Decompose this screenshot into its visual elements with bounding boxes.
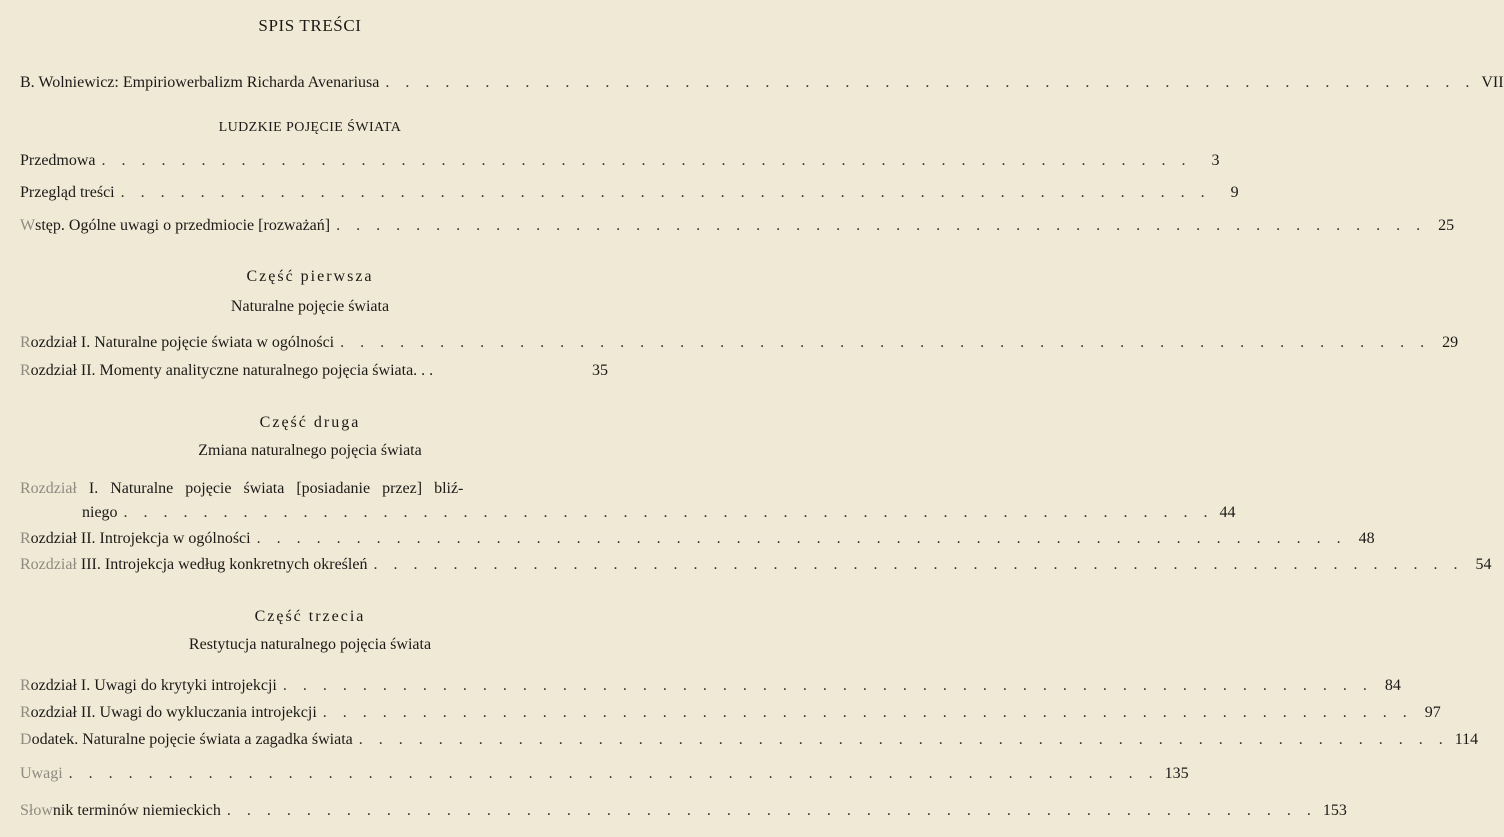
faded-text: R	[20, 704, 31, 721]
dot-leader: . . . . . . . . . . . . . . . . . . . . . . . . . . . . . . . . . . . . . . . . . . . . . . . . . . . . . . .	[336, 217, 1427, 234]
entry-page: 44	[1219, 504, 1236, 521]
entry-page: 54	[1475, 556, 1492, 573]
dot-leader: . . . . . . . . . . . . . . . . . . . . . . . . . . . . . . . . . . . . . . . . . . . . . . . . . . . . . . .	[120, 184, 1211, 201]
entry-page: 29	[1442, 334, 1459, 351]
faded-text: R	[20, 530, 31, 547]
faded-text: R	[20, 677, 31, 694]
faded-text: Rozdział	[20, 480, 77, 497]
part1-label: Część pierwsza	[246, 268, 374, 285]
entry-text	[20, 677, 277, 695]
dot-leader: . . . . . . . . . . . . . . . . . . . . . . . . . . . . . . . . . . . . . . . . . . . . . . . . . . . . . . .	[322, 704, 1413, 721]
entry-page: 35	[592, 362, 608, 379]
entry-text	[20, 362, 433, 380]
entry-text	[20, 731, 353, 749]
entry-text-rest: ozdział I. Uwagi do krytyki introjekcji	[30, 677, 277, 694]
dot-leader: . . . . . . . . . . . . . . . . . . . . . . . . . . . . . . . . . . . . . . . . . . . . . . . . . . . . . . .	[340, 334, 1431, 351]
toc-entry-part1-ch1[interactable]	[20, 334, 1459, 352]
page-title: SPIS TREŚCI	[258, 16, 362, 35]
toc-entry-intro[interactable]	[20, 74, 1504, 92]
entry-text-rest: I. Naturalne pojęcie świata [posiadanie przez] bliź-	[88, 480, 464, 497]
part3-label: Część trzecia	[254, 608, 366, 625]
entry-page: 9	[1230, 184, 1239, 201]
entry-page: 153	[1322, 802, 1347, 819]
entry-text: niego	[82, 504, 118, 521]
entry-page: 135	[1164, 765, 1189, 782]
part1-subtitle: Naturalne pojęcie świata	[230, 298, 390, 315]
entry-page: 114	[1454, 731, 1479, 748]
dot-leader: . . . . . . . . . . . . . . . . . . . . . . . . . . . . . . . . . . . . . . . . . . . . . . . . . . . . . . .	[68, 765, 1159, 782]
toc-entry-przedmowa[interactable]	[20, 152, 1220, 170]
toc-entry-przeglad[interactable]	[20, 184, 1239, 202]
dot-leader: . . . . . . . . . . . . . . . . . . . . . . . . . . . . . . . . . . . . . . . . . . . . . . . . . . . . . . .	[123, 504, 1214, 521]
faded-text: W	[20, 217, 36, 234]
entry-text-rest: stęp. Ogólne uwagi o przedmiocie [rozważań]	[35, 217, 331, 234]
faded-text: R	[20, 334, 31, 351]
toc-entry-part2-ch3[interactable]	[20, 556, 1492, 574]
toc-entry-part3-ch1[interactable]	[20, 677, 1401, 695]
entry-text	[20, 334, 334, 352]
faded-text: Słow	[20, 802, 53, 819]
dot-leader: . . . . . . . . . . . . . . . . . . . . . . . . . . . . . . . . . . . . . . . . . . . . . . . . . . . . . . .	[373, 556, 1464, 573]
entry-page: 48	[1358, 530, 1375, 547]
faded-text: Rozdział	[20, 556, 77, 573]
entry-text: Przegląd treści	[20, 184, 115, 201]
toc-entry-slownik[interactable]	[20, 802, 1347, 820]
entry-text	[20, 530, 251, 548]
toc-entry-part2-ch2[interactable]	[20, 530, 1375, 548]
entry-text	[20, 765, 63, 783]
entry-page: 97	[1424, 704, 1441, 721]
entry-page: VII	[1481, 74, 1504, 91]
entry-text-rest: ozdział II. Uwagi do wykluczania introjekcji	[30, 704, 317, 721]
entry-text	[20, 802, 221, 820]
entry-page: 3	[1211, 152, 1220, 169]
entry-text-rest: ozdział I. Naturalne pojęcie świata w ogólności	[30, 334, 335, 351]
entry-text	[20, 556, 367, 574]
entry-text: B. Wolniewicz: Empiriowerbalizm Richarda Avenariusa	[20, 74, 380, 91]
toc-entry-wstep[interactable]	[20, 217, 1455, 235]
part2-subtitle: Zmiana naturalnego pojęcia świata	[198, 442, 422, 459]
entry-line1	[20, 480, 608, 498]
toc-entry-dodatek[interactable]	[20, 731, 1479, 749]
toc-entry-part3-ch2[interactable]	[20, 704, 1441, 722]
dot-leader: . . . . . . . . . . . . . . . . . . . . . . . . . . . . . . . . . . . . . . . . . . . . . . . . . . . . . . .	[282, 677, 1373, 694]
entry-page: 84	[1384, 677, 1401, 694]
entry-text-rest: odatek. Naturalne pojęcie świata a zagadka świata	[31, 731, 353, 748]
toc-entry-part2-ch1[interactable]	[20, 480, 1236, 522]
entry-text: Przedmowa	[20, 152, 96, 169]
entry-text-rest: III. Introjekcja według konkretnych określeń	[76, 556, 368, 573]
dot-leader: . . . . . . . . . . . . . . . . . . . . . . . . . . . . . . . . . . . . . . . . . . . . . . . . . . . . . . .	[226, 802, 1317, 819]
faded-text: R	[20, 362, 31, 379]
dot-leader: . . . . . . . . . . . . . . . . . . . . . . . . . . . . . . . . . . . . . . . . . . . . . . . . . . . . . . .	[385, 74, 1476, 91]
entry-text-rest: ozdział II. Momenty analityczne naturalnego pojęcia świata. . .	[30, 362, 434, 379]
part2-label: Część druga	[259, 414, 361, 431]
book-title: LUDZKIE POJĘCIE ŚWIATA	[218, 120, 402, 135]
dot-leader: . . . . . . . . . . . . . . . . . . . . . . . . . . . . . . . . . . . . . . . . . . . . . . . . . . . . . . .	[101, 152, 1192, 169]
entry-text	[20, 704, 317, 722]
faded-text: Uwagi	[20, 765, 63, 782]
entry-text	[20, 217, 330, 235]
dot-leader: . . . . . . . . . . . . . . . . . . . . . . . . . . . . . . . . . . . . . . . . . . . . . . . . . . . . . . .	[358, 731, 1449, 748]
entry-line2	[20, 504, 1236, 522]
entry-text-rest: nik terminów niemieckich	[52, 802, 221, 819]
faded-text: D	[20, 731, 32, 748]
entry-text-rest: ozdział II. Introjekcja w ogólności	[30, 530, 251, 547]
toc-entry-uwagi[interactable]	[20, 765, 1189, 783]
part3-subtitle: Restytucja naturalnego pojęcia świata	[188, 636, 432, 653]
dot-leader: . . . . . . . . . . . . . . . . . . . . . . . . . . . . . . . . . . . . . . . . . . . . . . . . . . . . . . .	[256, 530, 1347, 547]
toc-entry-part1-ch2[interactable]	[20, 362, 608, 380]
entry-page: 25	[1438, 217, 1455, 234]
